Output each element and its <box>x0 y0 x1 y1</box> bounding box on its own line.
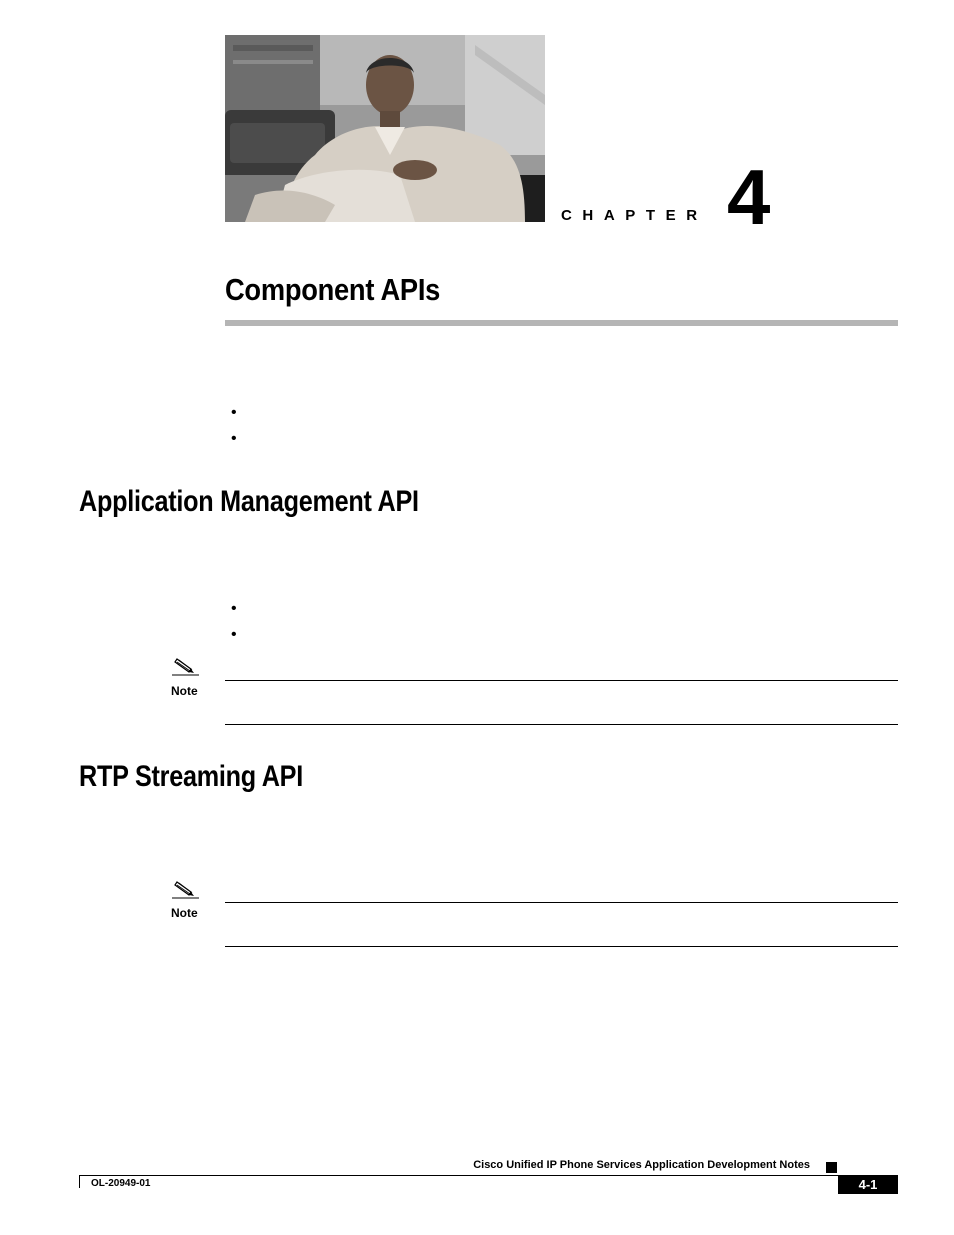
bullet-marker: • <box>231 430 237 447</box>
footer-tick <box>79 1175 80 1188</box>
note-label: Note <box>171 906 198 920</box>
chapter-photo <box>225 35 545 222</box>
pencil-note-icon <box>171 879 201 899</box>
page-number: 4-1 <box>838 1175 898 1194</box>
footer-doc-number: OL-20949-01 <box>91 1178 151 1189</box>
footer-rule <box>79 1175 898 1176</box>
note-top-rule <box>225 680 898 681</box>
pencil-note-icon <box>171 656 201 676</box>
bullet-marker: • <box>231 600 237 617</box>
bullet-marker: • <box>231 626 237 643</box>
chapter-number: 4 <box>727 153 771 241</box>
section-heading: Application Management API <box>79 485 419 518</box>
section-heading: RTP Streaming API <box>79 760 303 793</box>
title-rule <box>225 320 898 326</box>
bullet-marker: • <box>231 404 237 421</box>
note-label: Note <box>171 684 198 698</box>
footer-marker <box>826 1162 837 1173</box>
chapter-title: Component APIs <box>225 272 441 307</box>
chapter-label: CHAPTER <box>561 207 708 224</box>
note-top-rule <box>225 902 898 903</box>
note-bottom-rule <box>225 724 898 725</box>
note-bottom-rule <box>225 946 898 947</box>
footer-book-title: Cisco Unified IP Phone Services Application Development Notes <box>473 1159 810 1171</box>
